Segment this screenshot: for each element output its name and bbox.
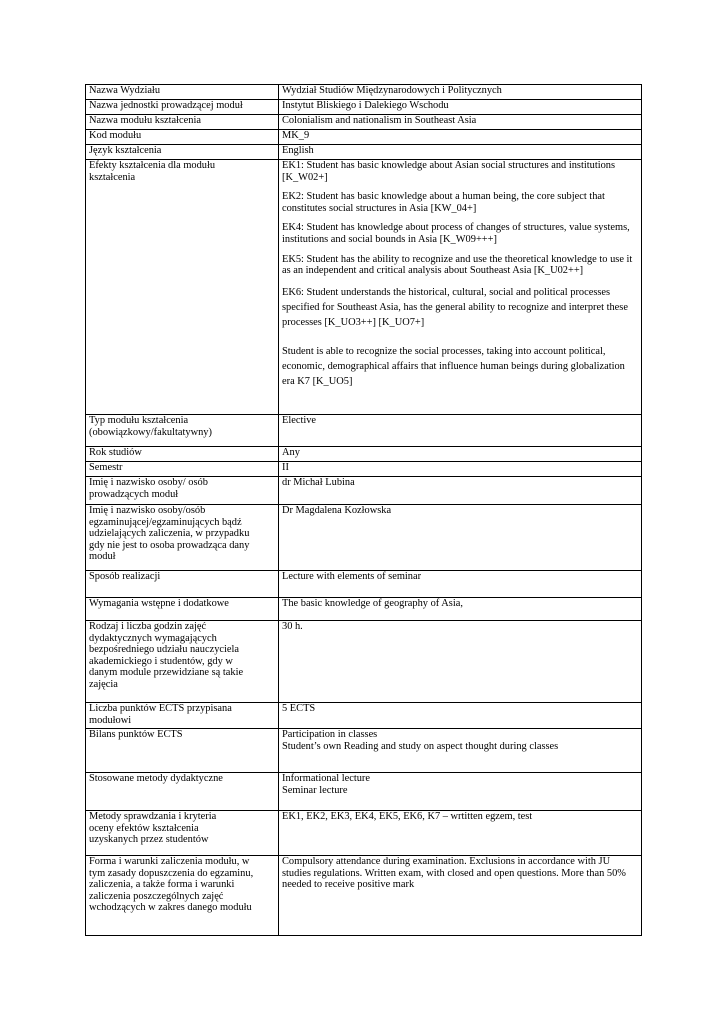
table-row [86,100,642,115]
row-label: Forma i warunki zaliczenia modułu, w tym zasady dopuszczenia do egzaminu, zaliczenia, a także forma i warunki zaliczenia poszczególnych zajęć wchodzących w zakres danego modułu [86,856,279,936]
row-value: Instytut Bliskiego i Dalekiego Wschodu [279,100,642,115]
row-label: Rok studiów [86,447,279,462]
row-label: Semestr [86,462,279,477]
ects-item: Participation in classes [282,729,378,740]
row-value: English [279,145,642,160]
row-value: The basic knowledge of geography of Asia, [279,598,642,621]
row-value: Colonialism and nationalism in Southeast Asia [279,115,642,130]
row-label: Nazwa modułu kształcenia [86,115,279,130]
table-row [86,85,642,100]
learning-outcome: EK1: Student has basic knowledge about Asian social structures and institutions [K_W02+] [282,160,616,183]
table-row [86,145,642,160]
table-row [86,477,642,505]
row-value: Lecture with elements of seminar [279,571,642,598]
table-row [86,773,642,811]
row-label: Metody sprawdzania i kryteria oceny efektów kształcenia uzyskanych przez studentów [86,811,279,856]
row-label: Liczba punktów ECTS przypisana modułowi [86,703,279,729]
table-row [86,598,642,621]
table-row [86,447,642,462]
row-label: Język kształcenia [86,145,279,160]
row-label: Nazwa Wydziału [86,85,279,100]
table-row [86,505,642,571]
row-value: II [279,462,642,477]
row-label: Nazwa jednostki prowadzącej moduł [86,100,279,115]
row-label: Imię i nazwisko osoby/ osób prowadzących moduł [86,477,279,505]
row-label: Rodzaj i liczba godzin zajęć dydaktycznych wymagających bezpośredniego udziału nauczyciela akademickiego i studentów, gdy w danym module przewidziane są takie zajęcia [86,621,279,703]
row-value: Any [279,447,642,462]
table-row [86,703,642,729]
row-value: 30 h. [279,621,642,703]
row-value: Wydział Studiów Międzynarodowych i Politycznych [279,85,642,100]
row-value: Compulsory attendance during examination. Exclusions in accordance with JU studies regulations. Written exam, with closed and open questions. More than 50% needed to receive positive mark [279,856,642,936]
row-value [279,160,642,415]
row-value: MK_9 [279,130,642,145]
table-row [86,729,642,773]
row-value: 5 ECTS [279,703,642,729]
row-value [279,773,642,811]
learning-outcome: EK6: Student understands the historical, cultural, social and political processes specified for Southeast Asia, has the general ability to recognize and interpret these processes [K_UO3++] [K_UO7+] [282,286,628,328]
table-row [86,160,642,415]
table-row [86,415,642,447]
row-label: Kod modułu [86,130,279,145]
learning-outcome: EK4: Student has knowledge about process of changes of structures, value systems, institutions and social bounds in Asia [K_W09+++] [282,222,630,245]
row-label: Stosowane metody dydaktyczne [86,773,279,811]
table-row [86,130,642,145]
table-row [86,462,642,477]
row-value: Elective [279,415,642,447]
table-row [86,571,642,598]
row-label: Wymagania wstępne i dodatkowe [86,598,279,621]
row-value [279,729,642,773]
module-description-table [85,84,642,936]
row-label: Bilans punktów ECTS [86,729,279,773]
row-label: Sposób realizacji [86,571,279,598]
row-value: dr Michał Lubina [279,477,642,505]
learning-outcome: Student is able to recognize the social processes, taking into account political, economic, demographical affairs that influence human beings during globalization era K7 [K_UO5] [282,345,625,387]
ects-item: Student’s own Reading and study on aspect thought during classes [282,740,559,752]
table-row [86,811,642,856]
row-label: Efekty kształcenia dla modułu kształcenia [86,160,279,415]
method-item: Seminar lecture [282,784,348,796]
learning-outcome: EK2: Student has basic knowledge about a human being, the core subject that constitutes social structures in Asia [KW_04+] [282,191,605,214]
row-value: Dr Magdalena Kozłowska [279,505,642,571]
table-row [86,856,642,936]
table-row [86,621,642,703]
method-item: Informational lecture [282,773,370,784]
row-label: Imię i nazwisko osoby/osób egzaminującej/egzaminujących bądź udzielających zaliczenia, w przypadku gdy nie jest to osoba prowadząca dany moduł [86,505,279,571]
row-value: EK1, EK2, EK3, EK4, EK5, EK6, K7 – wrtitten egzem, test [279,811,642,856]
learning-outcome: EK5: Student has the ability to recognize and use the theoretical knowledge to use it as an independent and critical analysis about Southeast Asia [K_U02++] [282,253,633,277]
row-label: Typ modułu kształcenia (obowiązkowy/fakultatywny) [86,415,279,447]
table-row [86,115,642,130]
